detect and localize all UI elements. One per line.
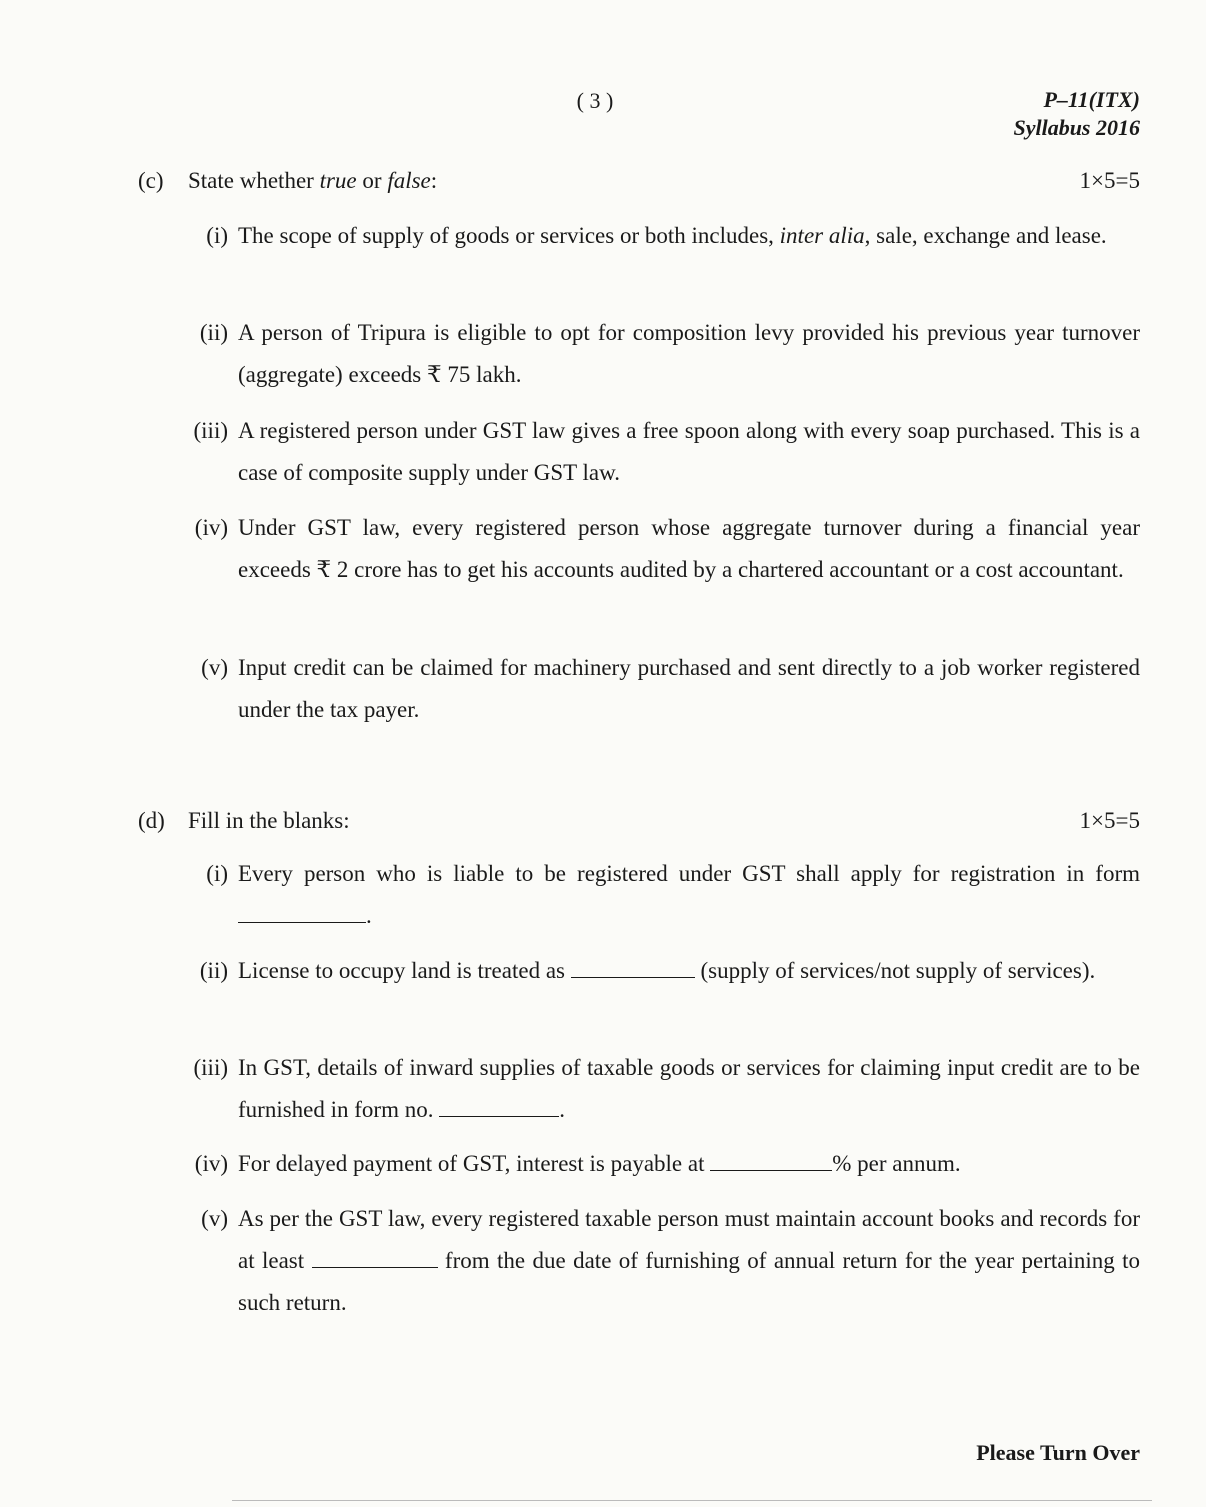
section-c-label: (c) — [138, 168, 164, 193]
section-d-label: (d) — [138, 808, 165, 833]
text-part: The scope of supply of goods or services or both includes, — [238, 223, 780, 248]
item-number: (i) — [206, 223, 228, 248]
item-text: A person of Tripura is eligible to opt for composition levy provided his previous year turnover (aggregate) exceeds ₹ 75 lakh. — [238, 320, 1140, 387]
page-number: ( 3 ) — [576, 88, 614, 113]
instruction-true: true — [319, 168, 357, 193]
item-number: (v) — [201, 655, 228, 680]
text-part: As per the GST law, every registered taxable person must maintain account books and records for at least — [238, 1206, 1140, 1273]
item-number: (v) — [201, 1206, 228, 1231]
item-text — [238, 1198, 1140, 1324]
item-text — [238, 215, 1140, 257]
question-c-v — [178, 647, 1140, 731]
question-c-i — [178, 215, 1140, 257]
text-part: from the due date of furnishing of annual return for the year pertaining to such return. — [238, 1248, 1141, 1315]
item-number: (iv) — [194, 1151, 228, 1176]
paper-code-block — [1013, 86, 1140, 142]
item-text — [238, 950, 1140, 992]
item-number: (iv) — [194, 515, 228, 540]
bottom-divider — [232, 1500, 1152, 1501]
text-part: . — [366, 903, 372, 928]
paper-code: P–11(ITX) — [1043, 87, 1140, 112]
item-text — [238, 1143, 1140, 1185]
question-d-iii — [178, 1047, 1140, 1131]
item-text: Under GST law, every registered person whose aggregate turnover during a financial year exceeds ₹ 2 crore has to get his accounts audited by a chartered accountant or a cost accountant. — [238, 515, 1140, 582]
answer-blank — [312, 1266, 438, 1268]
please-turn-over: Please Turn Over — [976, 1440, 1140, 1465]
text-part: For delayed payment of GST, interest is payable at — [238, 1151, 711, 1176]
instruction-prefix: State whether — [188, 168, 320, 193]
question-d-i — [178, 853, 1140, 937]
answer-blank — [238, 921, 366, 923]
text-part: (supply of services/not supply of services). — [694, 958, 1096, 983]
text-italic: inter alia — [779, 223, 865, 248]
item-text: A registered person under GST law gives a free spoon along with every soap purchased. This is a case of composite supply under GST law. — [238, 418, 1140, 485]
answer-blank — [571, 976, 695, 978]
item-text — [238, 1047, 1140, 1131]
question-c-ii — [178, 312, 1140, 396]
question-d-v — [178, 1198, 1140, 1324]
section-d-marks: 1×5=5 — [1079, 808, 1140, 833]
text-part: . — [559, 1097, 565, 1122]
item-number: (ii) — [199, 958, 228, 983]
text-part: License to occupy land is treated as — [238, 958, 571, 983]
item-text — [238, 853, 1140, 937]
item-text: Input credit can be claimed for machinery purchased and sent directly to a job worker registered under the tax payer. — [238, 655, 1140, 722]
question-d-iv — [178, 1143, 1140, 1185]
instruction-suffix: : — [430, 168, 438, 193]
text-part: , sale, exchange and lease. — [864, 223, 1107, 248]
question-c-iii — [178, 410, 1140, 494]
question-c-iv — [178, 507, 1140, 591]
item-number: (iii) — [193, 418, 228, 443]
syllabus-label: Syllabus 2016 — [1013, 115, 1140, 140]
section-d-instruction: Fill in the blanks: — [188, 808, 350, 833]
item-number: (ii) — [199, 320, 228, 345]
question-d-ii — [178, 950, 1140, 992]
answer-blank — [710, 1169, 832, 1171]
instruction-or: or — [356, 168, 388, 193]
section-c-instruction — [188, 168, 437, 194]
section-c-marks: 1×5=5 — [1079, 168, 1140, 193]
item-number: (i) — [206, 861, 228, 886]
text-part: In GST, details of inward supplies of taxable goods or services for claiming input credit are to be furnished in form no. — [238, 1055, 1140, 1122]
instruction-false: false — [387, 168, 431, 193]
text-part: Every person who is liable to be registered under GST shall apply for registration in form — [238, 861, 1140, 886]
item-number: (iii) — [193, 1055, 228, 1080]
text-part: % per annum. — [832, 1151, 961, 1176]
answer-blank — [439, 1115, 559, 1117]
